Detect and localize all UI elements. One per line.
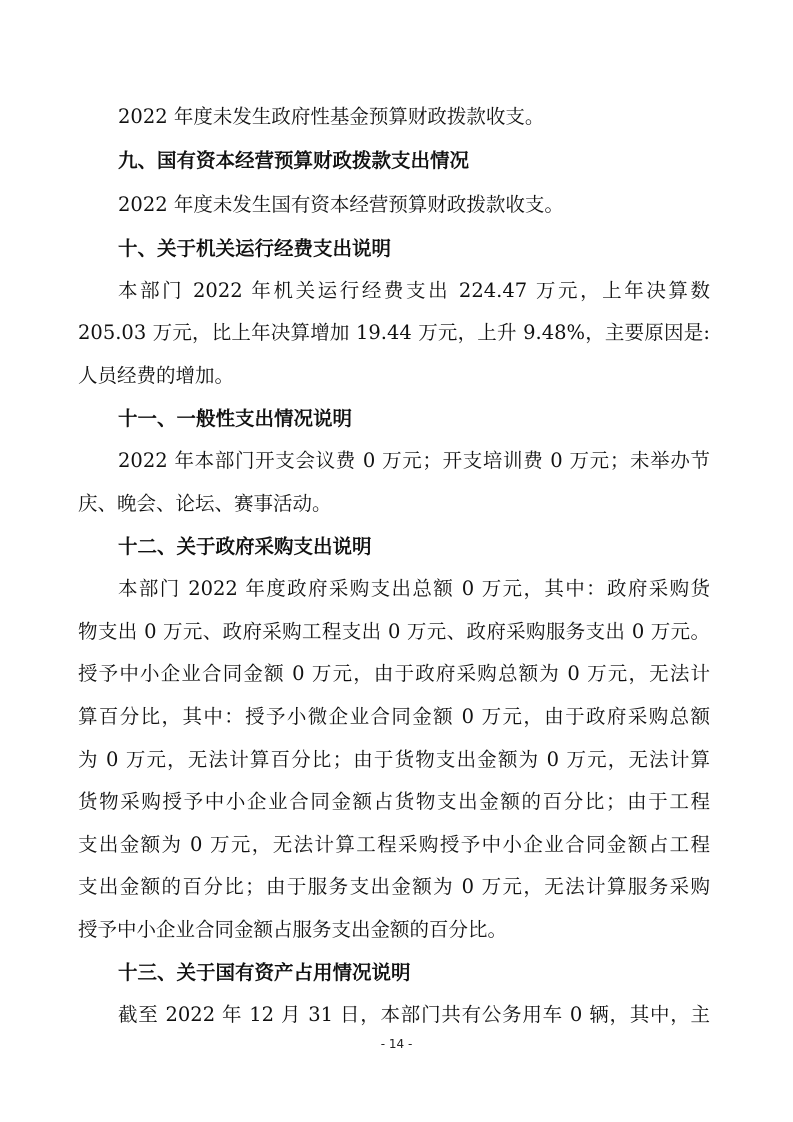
section-heading: 十一、一般性支出情况说明 bbox=[118, 407, 353, 430]
body-line: 本部门 2022 年机关运行经费支出 224.47 万元，上年决算数 bbox=[118, 279, 710, 302]
body-line: 支出金额为 0 万元，无法计算工程采购授予中小企业合同金额占工程 bbox=[78, 833, 710, 856]
body-line: 为 0 万元，无法计算百分比；由于货物支出金额为 0 万元，无法计算 bbox=[78, 748, 710, 771]
body-line: 货物采购授予中小企业合同金额占货物支出金额的百分比；由于工程 bbox=[78, 790, 710, 813]
body-line: 算百分比，其中：授予小微企业合同金额 0 万元，由于政府采购总额 bbox=[78, 705, 710, 728]
body-line: 2022 年度未发生国有资本经营预算财政拨款收支。 bbox=[118, 193, 564, 216]
body-line: 物支出 0 万元、政府采购工程支出 0 万元、政府采购服务支出 0 万元。 bbox=[78, 620, 710, 643]
body-line: 2022 年本部门开支会议费 0 万元；开支培训费 0 万元；未举办节 bbox=[118, 449, 710, 472]
body-line: 本部门 2022 年度政府采购支出总额 0 万元，其中：政府采购货 bbox=[118, 577, 710, 600]
section-heading: 十、关于机关运行经费支出说明 bbox=[118, 237, 392, 260]
body-line: 人员经费的增加。 bbox=[78, 364, 235, 387]
body-line: 截至 2022 年 12 月 31 日，本部门共有公务用车 0 辆，其中，主 bbox=[118, 1003, 710, 1026]
body-line: 205.03 万元，比上年决算增加 19.44 万元，上升 9.48%，主要原因是: bbox=[78, 321, 710, 344]
body-line: 授予中小企业合同金额 0 万元，由于政府采购总额为 0 万元，无法计 bbox=[78, 662, 710, 685]
section-heading: 十三、关于国有资产占用情况说明 bbox=[118, 961, 411, 984]
body-line: 授予中小企业合同金额占服务支出金额的百分比。 bbox=[78, 918, 508, 941]
body-line: 庆、晚会、论坛、赛事活动。 bbox=[78, 492, 332, 515]
body-line: 2022 年度未发生政府性基金预算财政拨款收支。 bbox=[118, 105, 545, 128]
page-number: - 14 - bbox=[380, 1037, 413, 1051]
section-heading: 十二、关于政府采购支出说明 bbox=[118, 535, 372, 558]
body-line: 支出金额的百分比；由于服务支出金额为 0 万元，无法计算服务采购 bbox=[78, 875, 710, 898]
section-heading: 九、国有资本经营预算财政拨款支出情况 bbox=[118, 149, 470, 172]
